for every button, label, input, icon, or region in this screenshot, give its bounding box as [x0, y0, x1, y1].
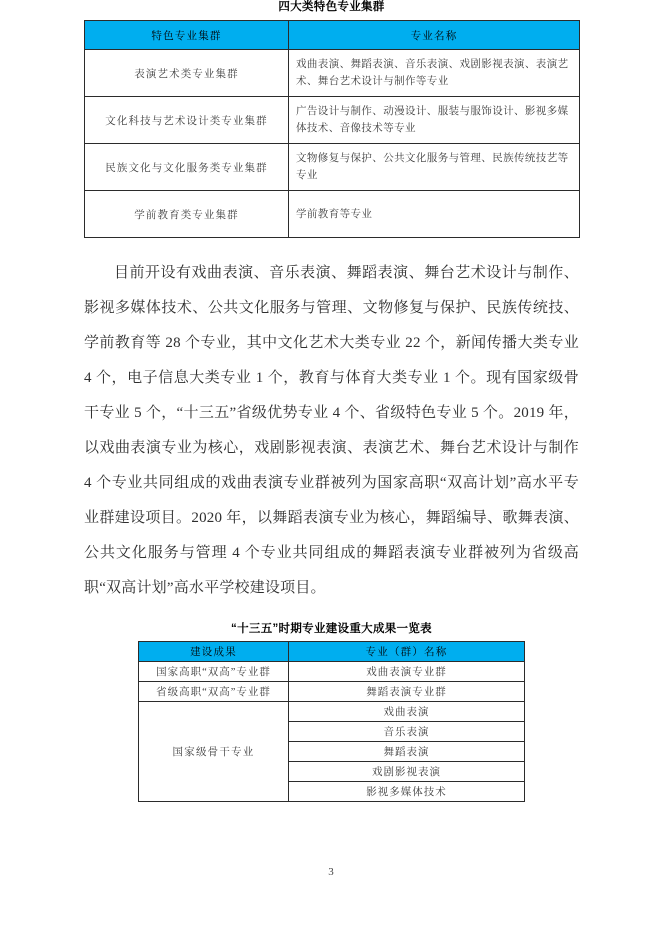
four-major-clusters-table [84, 20, 580, 238]
table1-caption: 四大类特色专业集群 [278, 1, 385, 13]
table-row [85, 191, 580, 238]
table2-cell-major: 舞蹈表演专业群 [289, 682, 525, 702]
table1-header-majors: 专业名称 [289, 21, 580, 50]
body-paragraph: 目前开设有戏曲表演、音乐表演、舞蹈表演、舞台艺术设计与制作、影视多媒体技术、公共文化服务与管理、文物修复与保护、民族传统技、学前教育等 28 个专业，其中文化艺术大类专业 22 个，新闻传播大类专业 4 个，电子信息大类专业 1 个，教育与体育大类专业 1 个。现有国家级骨干专业 5 个，“十三五”省级优势专业 4 个、省级特色专业 5 个。2019 年，以戏曲表演专业为核心，戏剧影视表演、表演艺术、舞台艺术设计与制作 4 个专业共同组成的戏曲表演专业群被列为国家高职“双高计划”高水平专业群建设项目。2020 年，以舞蹈表演专业为核心，舞蹈编导、歌舞表演、公共文化服务与管理 4 个专业共同组成的舞蹈表演专业群被列为省级高职“双高计划”高水平学校建设项目。 [84, 265, 579, 596]
table2-cell-major: 戏剧影视表演 [289, 762, 525, 782]
table-row [85, 97, 580, 144]
table2-cell-major: 影视多媒体技术 [289, 782, 525, 802]
table2-header-achievement: 建设成果 [139, 642, 289, 662]
table1-cell-majors: 广告设计与制作、动漫设计、服装与服饰设计、影视多媒体技术、音像技术等专业 [289, 97, 580, 144]
table1-cell-cluster: 文化科技与艺术设计类专业集群 [85, 97, 289, 144]
table-row [139, 702, 525, 722]
table-row [139, 662, 525, 682]
table2-cell-achievement: 省级高职“双高”专业群 [139, 682, 289, 702]
table-row [139, 682, 525, 702]
page-content [84, 0, 579, 802]
table1-cell-cluster: 民族文化与文化服务类专业集群 [85, 144, 289, 191]
table1-cell-majors: 戏曲表演、舞蹈表演、音乐表演、戏剧影视表演、表演艺术、舞台艺术设计与制作等专业 [289, 50, 580, 97]
table-row [85, 50, 580, 97]
major-achievements-table [138, 641, 525, 802]
table1-cell-cluster: 表演艺术类专业集群 [85, 50, 289, 97]
table2-cell-major: 戏曲表演专业群 [289, 662, 525, 682]
table-row [85, 144, 580, 191]
body-paragraph-container [84, 256, 579, 606]
table1-header-cluster: 特色专业集群 [85, 21, 289, 50]
table1-header-row [85, 21, 580, 50]
table1-cell-majors: 文物修复与保护、公共文化服务与管理、民族传统技艺等专业 [289, 144, 580, 191]
table2-header-major: 专业（群）名称 [289, 642, 525, 662]
page-number: 3 [328, 866, 334, 878]
table2-header-row [139, 642, 525, 662]
table1-cell-majors: 学前教育等专业 [289, 191, 580, 238]
table1-cell-cluster: 学前教育类专业集群 [85, 191, 289, 238]
table2-cell-major: 戏曲表演 [289, 702, 525, 722]
table2-cell-major: 音乐表演 [289, 722, 525, 742]
table2-cell-achievement: 国家高职“双高”专业群 [139, 662, 289, 682]
table2-caption: “十三五”时期专业建设重大成果一览表 [231, 623, 432, 635]
table2-cell-major: 舞蹈表演 [289, 742, 525, 762]
table2-container [84, 622, 579, 802]
table2-cell-grouped-achievement: 国家级骨干专业 [139, 702, 289, 802]
